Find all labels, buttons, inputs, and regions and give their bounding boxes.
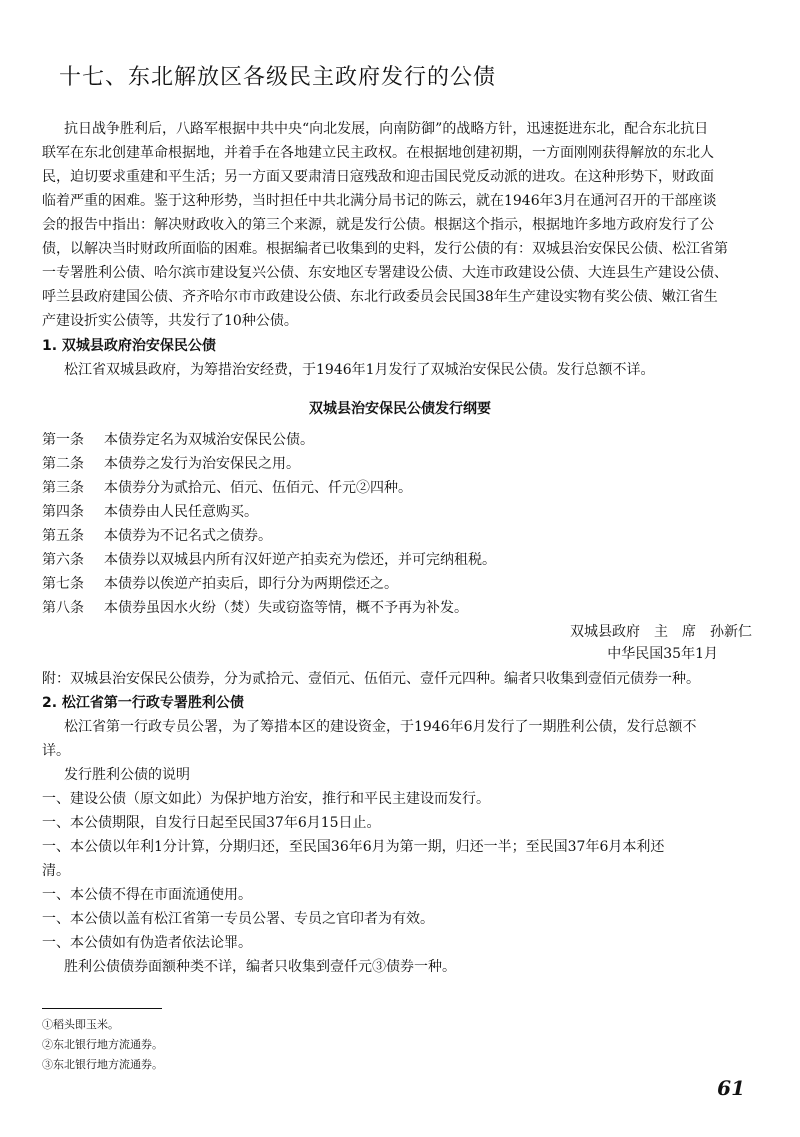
explain-item: 一、本公债以年利1分计算，分期归还，至民国36年6月为第一期，归还一半；至民国37年6月本利还 (42, 839, 665, 855)
intro-line: 抗日战争胜利后，八路军根据中共中央“向北发展，向南防御”的战略方针，迅速挺进东北，配合东北抗日 (64, 121, 709, 137)
intro-line: 会的报告中指出：解决财政收入的第三个来源，就是发行公债。根据这个指示，根据地许多地方政府发行了公 (42, 217, 714, 233)
article-row: 第一条 本债券定名为双城治安保民公债。 (42, 432, 314, 448)
footnote: ①稻头即玉米。 (42, 1018, 119, 1031)
footnote: ②东北银行地方流通券。 (42, 1038, 163, 1051)
article-row: 第四条 本债券由人民任意购买。 (42, 504, 258, 520)
outline-title: 双城县治安保民公债发行纲要 (309, 401, 491, 417)
section-heading: 2. 松江省第一行政专署胜利公债 (42, 695, 244, 711)
footnote-divider (42, 1008, 162, 1009)
intro-line: 联军在东北创建革命根据地，并着手在各地建立民主政权。在根据地创建初期，一方面刚刚获得解放的东北人 (42, 145, 714, 161)
explain-item: 一、建设公债（原文如此）为保护地方治安，推行和平民主建设而发行。 (42, 791, 490, 807)
article-row: 第八条 本债券虽因水火纷（焚）失或窃盗等情，概不予再为补发。 (42, 600, 468, 616)
explain-item: 一、本公债以盖有松江省第一专员公署、专员之官印者为有效。 (42, 911, 434, 927)
explain-item: 清。 (42, 863, 70, 879)
explain-item: 一、本公债如有伪造者依法论罪。 (42, 935, 252, 951)
intro-line: 呼兰县政府建国公债、齐齐哈尔市市政建设公债、东北行政委员会民国38年生产建设实物有奖公债、嫩江省生 (42, 289, 718, 305)
note: 附：双城县治安保民公债券，分为贰拾元、壹佰元、伍佰元、壹仟元四种。编者只收集到壹佰元债券一种。 (42, 671, 700, 687)
intro-line: 债，以解决当时财政所面临的困难。根据编者已收集到的史料，发行公债的有：双城县治安保民公债、松江省第 (42, 241, 728, 257)
signature: 双城县政府 主 席 孙新仁 (570, 624, 752, 640)
explain-title: 发行胜利公债的说明 (64, 767, 190, 783)
section-heading: 1. 双城县政府治安保民公债 (42, 338, 216, 354)
section-text: 松江省第一行政专员公署，为了筹措本区的建设资金，于1946年6月发行了一期胜利公债，发行总额不 (64, 719, 697, 735)
article-row: 第七条 本债券以俟逆产拍卖后，即行分为两期偿还之。 (42, 576, 398, 592)
intro-line: 民，迫切要求重建和平生活；另一方面又要肃清日寇残敌和迎击国民党反动派的进攻。在这种形势下，财政面 (42, 169, 714, 185)
intro-line: 临着严重的困难。鉴于这种形势，当时担任中共北满分局书记的陈云，就在1946年3月在通河召开的干部座谈 (42, 193, 717, 209)
article-row: 第五条 本债券为不记名式之债券。 (42, 528, 272, 544)
section-text: 松江省双城县政府，为筹措治安经费，于1946年1月发行了双城治安保民公债。发行总额不详。 (64, 362, 655, 378)
intro-line: 产建设折实公债等，共发行了10种公债。 (42, 313, 298, 329)
explain-item: 一、本公债期限，自发行日起至民国37年6月15日止。 (42, 815, 381, 831)
article-row: 第六条 本债券以双城县内所有汉奸逆产拍卖充为偿还，并可完纳租税。 (42, 552, 496, 568)
page-number: 61 (717, 1076, 745, 1100)
footnote: ③东北银行地方流通券。 (42, 1058, 163, 1071)
article-row: 第二条 本债券之发行为治安保民之用。 (42, 456, 300, 472)
sign-date: 中华民国35年1月 (607, 646, 718, 662)
explain-item: 一、本公债不得在市面流通使用。 (42, 887, 252, 903)
section-text: 胜利公债债券面额种类不详，编者只收集到壹仟元③债券一种。 (64, 959, 456, 975)
article-row: 第三条 本债券分为贰拾元、佰元、伍佰元、仟元②四种。 (42, 480, 412, 496)
section-text: 详。 (42, 743, 70, 759)
intro-line: 一专署胜利公债、哈尔滨市建设复兴公债、东安地区专署建设公债、大连市政建设公债、大连县生产建设公债、 (42, 265, 728, 281)
page-title: 十七、东北解放区各级民主政府发行的公债 (59, 65, 497, 90)
